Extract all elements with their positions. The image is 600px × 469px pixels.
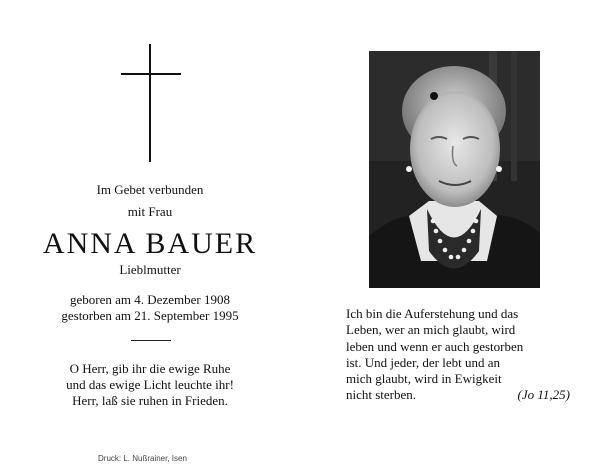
cross-icon: [121, 44, 181, 162]
portrait-photo: [369, 51, 540, 288]
prayer-line-1: O Herr, gib ihr die ewige Ruhe: [69, 361, 231, 376]
intro-line-1: Im Gebet verbunden: [96, 182, 204, 197]
scripture-verse: [346, 306, 570, 404]
deceased-name: ANNA BAUER: [42, 227, 258, 260]
separator: [131, 340, 171, 341]
intro-line-2: mit Frau: [127, 204, 173, 219]
death-date: gestorben am 21. September 1995: [61, 308, 239, 323]
birth-date: geboren am 4. Dezember 1908: [70, 292, 230, 307]
verse-line-4: ist. Und jeder, der lebt und an: [346, 354, 500, 370]
verse-reference: (Jo 11,25): [517, 387, 570, 403]
prayer-line-3: Herr, laß sie ruhen in Frieden.: [72, 393, 228, 408]
verse-line-3: leben und wenn er auch gestorben: [346, 338, 524, 354]
verse-line-5: mich glaubt, wird in Ewigkeit: [346, 371, 502, 387]
prayer-line-2: und das ewige Licht leuchte ihr!: [66, 377, 234, 392]
verse-line-6: nicht sterben. (Jo 11,25): [346, 387, 570, 403]
verse-line-1: Ich bin die Auferstehung und das: [346, 306, 519, 321]
verse-line-2: Leben, wer an mich glaubt, wird: [346, 322, 516, 338]
farm-name: Lieblmutter: [119, 262, 181, 277]
printer-credit: Druck: L. Nußrainer, Isen: [98, 454, 187, 463]
